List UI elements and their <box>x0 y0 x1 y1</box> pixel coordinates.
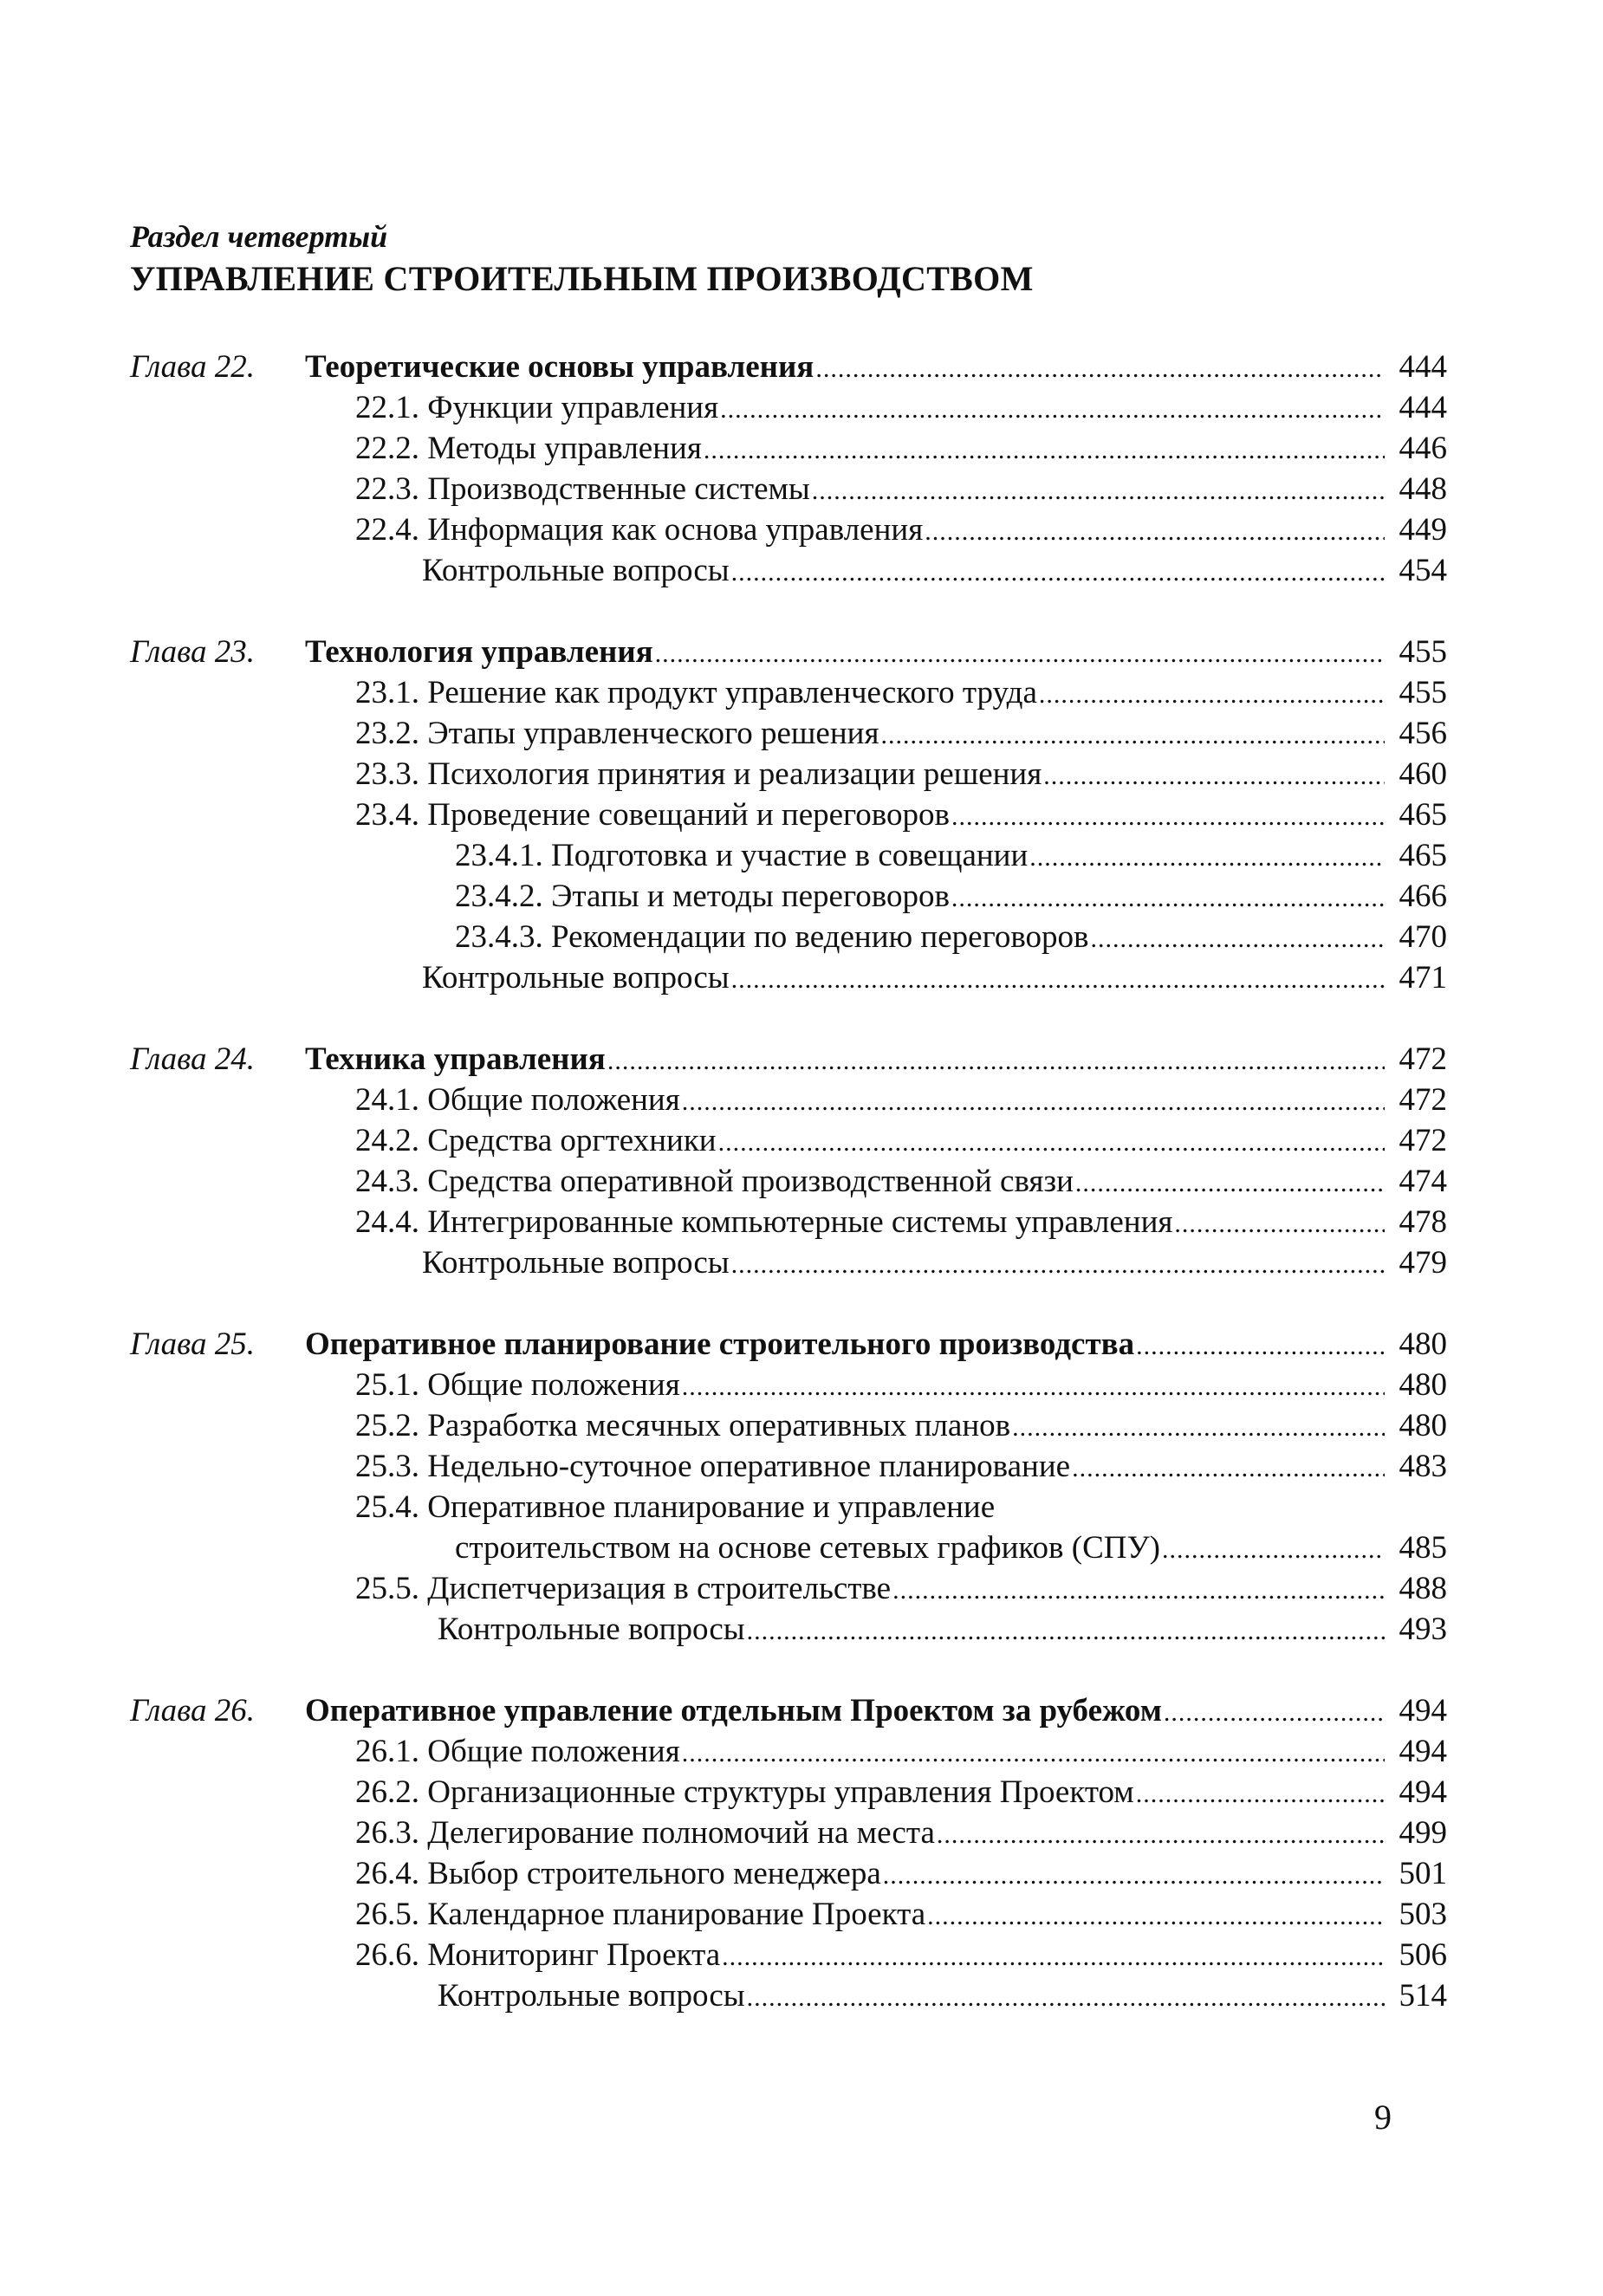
toc-entry[interactable] <box>130 509 1447 550</box>
page-number: 478 <box>1399 1204 1447 1240</box>
toc-subentry[interactable] <box>130 876 1447 917</box>
page-number: 494 <box>1399 1734 1447 1769</box>
toc-entry[interactable] <box>130 469 1447 509</box>
dot-leader <box>731 552 1385 593</box>
entry-title: Контрольные вопросы <box>422 960 730 996</box>
toc-entry-questions[interactable] <box>130 957 1447 998</box>
dot-leader <box>1091 918 1385 959</box>
entry-title: Контрольные вопросы <box>438 1612 745 1647</box>
dot-leader <box>892 1570 1385 1611</box>
chapter-list <box>130 347 1447 2016</box>
dot-leader <box>937 1814 1385 1855</box>
dot-leader <box>815 348 1385 389</box>
entry-title: 25.2. Разработка месячных оперативных планов <box>355 1408 1011 1443</box>
entry-title: 26.1. Общие положения <box>355 1734 680 1769</box>
entry-title: 26.6. Мониторинг Проекта <box>355 1937 721 1973</box>
dot-leader <box>1029 837 1385 878</box>
entry-title: 26.5. Календарное планирование Проекта <box>355 1897 926 1932</box>
chapter-heading[interactable] <box>130 1690 1447 1731</box>
toc-entry[interactable] <box>130 1935 1447 1975</box>
dot-leader <box>1075 1163 1385 1203</box>
dot-leader <box>682 1733 1385 1774</box>
page-number: 456 <box>1399 716 1447 751</box>
toc-subentry[interactable] <box>130 835 1447 876</box>
toc-entry[interactable] <box>130 795 1447 835</box>
toc-entry[interactable] <box>130 1568 1447 1609</box>
chapter-label: Глава 23. <box>130 634 255 670</box>
chapter-24 <box>130 1039 1447 1283</box>
chapter-23 <box>130 632 1447 998</box>
entry-title: 25.1. Общие положения <box>355 1367 680 1403</box>
chapter-title: Оперативное планирование строительного производства <box>305 1326 1135 1362</box>
entry-title: 22.4. Информация как основа управления <box>355 512 924 548</box>
entry-title: Контрольные вопросы <box>422 1245 730 1281</box>
chapter-label: Глава 22. <box>130 349 255 385</box>
page-number: 446 <box>1399 431 1447 466</box>
toc-entry[interactable] <box>130 1080 1447 1120</box>
dot-leader <box>747 1611 1385 1651</box>
entry-title: 24.1. Общие положения <box>355 1082 680 1118</box>
toc-entry[interactable] <box>130 1813 1447 1853</box>
page-number: 472 <box>1399 1082 1447 1118</box>
page-number: 494 <box>1399 1774 1447 1810</box>
toc-entry-questions[interactable] <box>130 1975 1447 2016</box>
toc-entry[interactable] <box>130 387 1447 428</box>
page-number: 444 <box>1399 390 1447 425</box>
dot-leader <box>1043 756 1385 796</box>
page-number: 455 <box>1399 675 1447 710</box>
page-number: 466 <box>1399 879 1447 914</box>
dot-leader <box>682 1081 1385 1122</box>
dot-leader <box>607 1041 1385 1081</box>
entry-title: 26.2. Организационные структуры управления Проектом <box>355 1774 1134 1810</box>
chapter-label: Глава 25. <box>130 1326 255 1362</box>
toc-entry[interactable] <box>130 1202 1447 1242</box>
page-number: 444 <box>1399 349 1447 385</box>
chapter-title: Оперативное управление отдельным Проектом за рубежом <box>305 1693 1162 1728</box>
toc-entry[interactable] <box>130 1894 1447 1935</box>
chapter-26 <box>130 1690 1447 2016</box>
dot-leader <box>1174 1203 1385 1244</box>
toc-entry[interactable] <box>130 672 1447 713</box>
dot-leader <box>718 1122 1385 1163</box>
chapter-title: Теоретические основы управления <box>305 349 814 385</box>
page-number: 493 <box>1399 1612 1447 1647</box>
page-number: 494 <box>1399 1693 1447 1728</box>
toc-entry[interactable] <box>130 1772 1447 1813</box>
toc-entry[interactable] <box>130 1120 1447 1161</box>
toc-entry[interactable] <box>130 1161 1447 1202</box>
chapter-25 <box>130 1324 1447 1650</box>
page-number: 465 <box>1399 797 1447 833</box>
entry-title: 26.3. Делегирование полномочий на места <box>355 1815 935 1851</box>
page-number: 485 <box>1399 1530 1447 1566</box>
toc-entry[interactable] <box>130 1731 1447 1772</box>
entry-title: 22.2. Методы управления <box>355 431 702 466</box>
toc-subentry[interactable] <box>130 917 1447 957</box>
toc-entry-questions[interactable] <box>130 550 1447 591</box>
dot-leader <box>731 1244 1385 1285</box>
chapter-title: Технология управления <box>305 634 653 670</box>
toc-entry[interactable] <box>130 1405 1447 1446</box>
toc-entry-questions[interactable] <box>130 1242 1447 1283</box>
dot-leader <box>883 1855 1385 1896</box>
entry-title: 23.4.2. Этапы и методы переговоров <box>455 879 950 914</box>
entry-title: 25.5. Диспетчеризация в строительстве <box>355 1571 892 1606</box>
entry-title: Контрольные вопросы <box>438 1978 745 2014</box>
dot-leader <box>927 1896 1385 1936</box>
page-number: 472 <box>1399 1041 1447 1077</box>
dot-leader <box>1012 1407 1385 1448</box>
dot-leader <box>704 430 1385 470</box>
entry-title: 25.3. Недельно-суточное оперативное планирование <box>355 1449 1071 1484</box>
page-number: 479 <box>1399 1245 1447 1281</box>
entry-title: строительством на основе сетевых графиков (СПУ) <box>455 1530 1160 1566</box>
page-number: 480 <box>1399 1408 1447 1443</box>
dot-leader <box>925 511 1385 552</box>
entry-title: 23.1. Решение как продукт управленческого труда <box>355 675 1037 710</box>
page-number: 506 <box>1399 1937 1447 1973</box>
dot-leader <box>722 1936 1385 1977</box>
chapter-heading[interactable] <box>130 347 1447 387</box>
page-number: 514 <box>1399 1978 1447 2014</box>
page-number: 454 <box>1399 553 1447 588</box>
toc-page <box>130 217 1447 2057</box>
entry-title: Контрольные вопросы <box>422 553 730 588</box>
page-number: 470 <box>1399 919 1447 955</box>
chapter-label: Глава 26. <box>130 1693 255 1728</box>
entry-title: 25.4. Оперативное планирование и управление <box>355 1489 996 1525</box>
page-number: 460 <box>1399 756 1447 792</box>
dot-leader <box>747 1977 1385 2018</box>
toc-entry[interactable] <box>130 754 1447 795</box>
entry-title: 24.3. Средства оперативной производственной связи <box>355 1164 1074 1199</box>
dot-leader <box>1164 1692 1385 1733</box>
toc-entry[interactable] <box>130 1365 1447 1405</box>
dot-leader <box>951 878 1385 918</box>
chapter-22 <box>130 347 1447 591</box>
entry-title: 22.1. Функции управления <box>355 390 719 425</box>
page-number: 480 <box>1399 1367 1447 1403</box>
section-title: УПРАВЛЕНИЕ СТРОИТЕЛЬНЫМ ПРОИЗВОДСТВОМ <box>130 259 1034 298</box>
entry-title: 23.4.1. Подготовка и участие в совещании <box>455 838 1029 873</box>
dot-leader <box>1136 1326 1385 1366</box>
dot-leader <box>655 633 1385 674</box>
page-number: 455 <box>1399 634 1447 670</box>
toc-entry-questions[interactable] <box>130 1609 1447 1650</box>
chapter-title: Техника управления <box>305 1041 606 1077</box>
page-number: 471 <box>1399 960 1447 996</box>
chapter-heading[interactable] <box>130 1039 1447 1080</box>
toc-entry[interactable] <box>130 428 1447 469</box>
entry-title: 23.3. Психология принятия и реализации решения <box>355 756 1042 792</box>
page-number: 465 <box>1399 838 1447 873</box>
entry-title: 26.4. Выбор строительного менеджера <box>355 1856 881 1891</box>
page-number: 501 <box>1399 1856 1447 1891</box>
dot-leader <box>682 1366 1385 1407</box>
toc-entry[interactable] <box>130 1446 1447 1487</box>
toc-entry[interactable] <box>130 713 1447 754</box>
dot-leader <box>731 959 1385 1000</box>
section-label: Раздел четвертый <box>130 219 388 254</box>
toc-entry[interactable] <box>130 1853 1447 1894</box>
dot-leader <box>951 796 1385 837</box>
chapter-label: Глава 24. <box>130 1041 255 1077</box>
chapter-heading[interactable] <box>130 1324 1447 1365</box>
dot-leader <box>720 389 1385 430</box>
chapter-heading[interactable] <box>130 632 1447 672</box>
toc-entry-wrapped-first-line[interactable] <box>130 1487 1447 1527</box>
page-number: 480 <box>1399 1326 1447 1362</box>
page-number: 499 <box>1399 1815 1447 1851</box>
toc-entry-wrapped-continuation[interactable] <box>130 1527 1447 1568</box>
dot-leader <box>1136 1774 1385 1814</box>
dot-leader <box>812 470 1385 511</box>
page-number: 448 <box>1399 471 1447 507</box>
page-number: 474 <box>1399 1164 1447 1199</box>
entry-title: 24.4. Интегрированные компьютерные системы управления <box>355 1204 1173 1240</box>
page-number: 483 <box>1399 1449 1447 1484</box>
dot-leader <box>1162 1529 1385 1570</box>
entry-title: 23.4.3. Рекомендации по ведению переговоров <box>455 919 1089 955</box>
dot-leader <box>1072 1448 1385 1489</box>
entry-title: 23.2. Этапы управленческого решения <box>355 716 879 751</box>
page-number: 449 <box>1399 512 1447 548</box>
page-number: 472 <box>1399 1123 1447 1158</box>
entry-title: 22.3. Производственные системы <box>355 471 810 507</box>
page-number: 503 <box>1399 1897 1447 1932</box>
entry-title: 24.2. Средства оргтехники <box>355 1123 717 1158</box>
dot-leader <box>1039 674 1385 715</box>
page-number: 488 <box>1399 1571 1447 1606</box>
dot-leader <box>880 715 1385 756</box>
page-folio-number: 9 <box>1374 2098 1392 2137</box>
entry-title: 23.4. Проведение совещаний и переговоров <box>355 797 950 833</box>
